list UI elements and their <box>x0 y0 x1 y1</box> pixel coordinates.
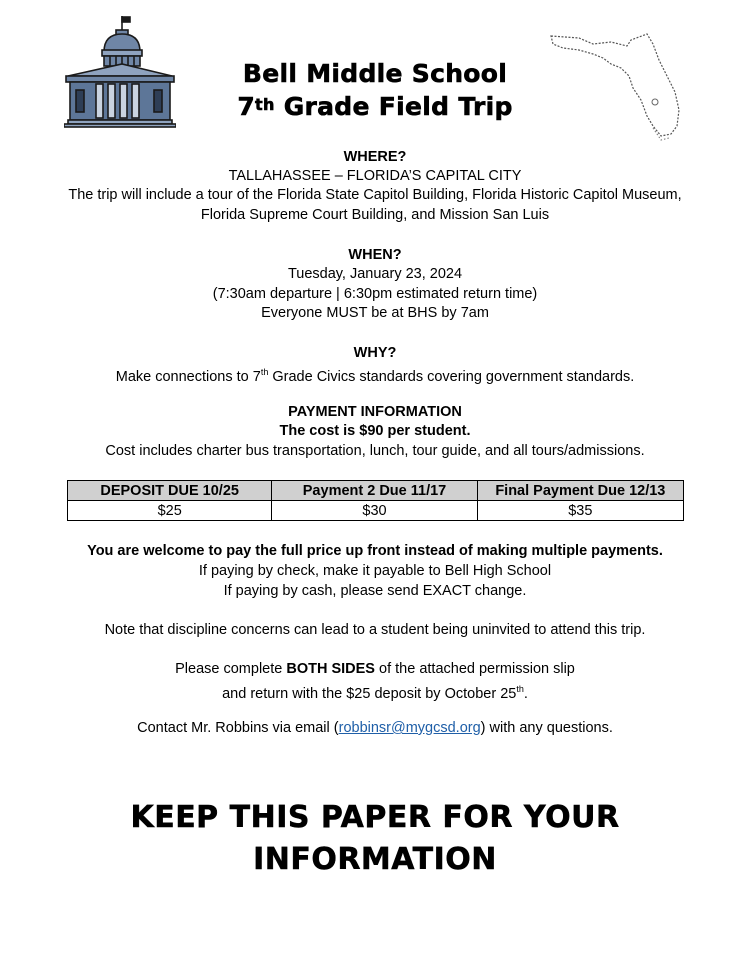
when-date: Tuesday, January 23, 2024 <box>287 266 463 282</box>
table-cell: $30 <box>272 501 477 521</box>
table-cell: $25 <box>68 501 272 521</box>
contact-note <box>0 718 750 738</box>
payment-heading: PAYMENT INFORMATION <box>288 404 462 420</box>
table-header-cell: Payment 2 Due 11/17 <box>272 481 477 501</box>
when-arrival-note: Everyone MUST be at BHS by 7am <box>261 305 489 321</box>
florida-map-icon <box>549 30 687 144</box>
check-note: If paying by check, make it payable to Bell High School <box>198 563 552 579</box>
full-price-note: You are welcome to pay the full price up front instead of making multiple payments. <box>87 543 663 559</box>
title-grade-number: 7 <box>237 92 256 121</box>
return-text-end: . <box>523 685 528 702</box>
where-description-2: Florida Supreme Court Building, and Mission San Luis <box>200 207 550 223</box>
return-note <box>0 679 750 704</box>
when-heading: WHEN? <box>348 247 402 263</box>
complete-text-start: Please complete <box>175 661 287 677</box>
why-heading: WHY? <box>353 345 397 361</box>
return-text: and return with the $25 deposit by October 25 <box>222 685 517 702</box>
where-city: TALLAHASSEE – FLORIDA’S CAPITAL CITY <box>228 168 522 184</box>
title-trip-text: Grade Field Trip <box>274 92 513 121</box>
title-school: Bell Middle School <box>242 59 508 88</box>
keep-paper-line-2: INFORMATION <box>253 842 497 877</box>
discipline-note: Note that discipline concerns can lead to a student being uninvited to attend this trip. <box>104 622 646 638</box>
contact-text-start: Contact Mr. Robbins via email ( <box>137 720 339 736</box>
keep-paper-line-1: KEEP THIS PAPER FOR YOUR <box>130 800 620 835</box>
return-text-sup: th <box>516 684 524 694</box>
payment-includes: Cost includes charter bus transportation, lunch, tour guide, and all tours/admissions. <box>105 443 645 459</box>
why-text-end: Grade Civics standards covering government standards. <box>268 368 635 385</box>
why-text-start: Make connections to 7 <box>115 368 261 385</box>
table-row <box>68 501 684 521</box>
complete-text-end: of the attached permission slip <box>374 661 575 677</box>
where-heading: WHERE? <box>343 149 407 165</box>
complete-note <box>0 659 750 679</box>
contact-text-end: ) with any questions. <box>480 720 613 736</box>
payment-schedule-table <box>67 480 684 521</box>
table-cell: $35 <box>477 501 683 521</box>
where-description-1: The trip will include a tour of the Florida State Capitol Building, Florida Historic Capitol Museum, <box>68 187 682 203</box>
table-header-row <box>68 481 684 501</box>
table-header-cell: DEPOSIT DUE 10/25 <box>68 481 272 501</box>
why-text <box>0 362 750 387</box>
complete-text-bold: BOTH SIDES <box>286 661 375 677</box>
capitol-building-icon <box>64 14 176 128</box>
title-grade-suffix: th <box>255 95 275 114</box>
when-times: (7:30am departure | 6:30pm estimated return time) <box>212 286 538 302</box>
table-header-cell: Final Payment Due 12/13 <box>477 481 683 501</box>
email-link[interactable]: robbinsr@mygcsd.org <box>338 720 481 736</box>
why-text-sup: th <box>260 367 269 377</box>
cash-note: If paying by cash, please send EXACT change. <box>223 583 527 599</box>
title-trip <box>190 91 560 123</box>
payment-cost: The cost is $90 per student. <box>279 423 471 439</box>
